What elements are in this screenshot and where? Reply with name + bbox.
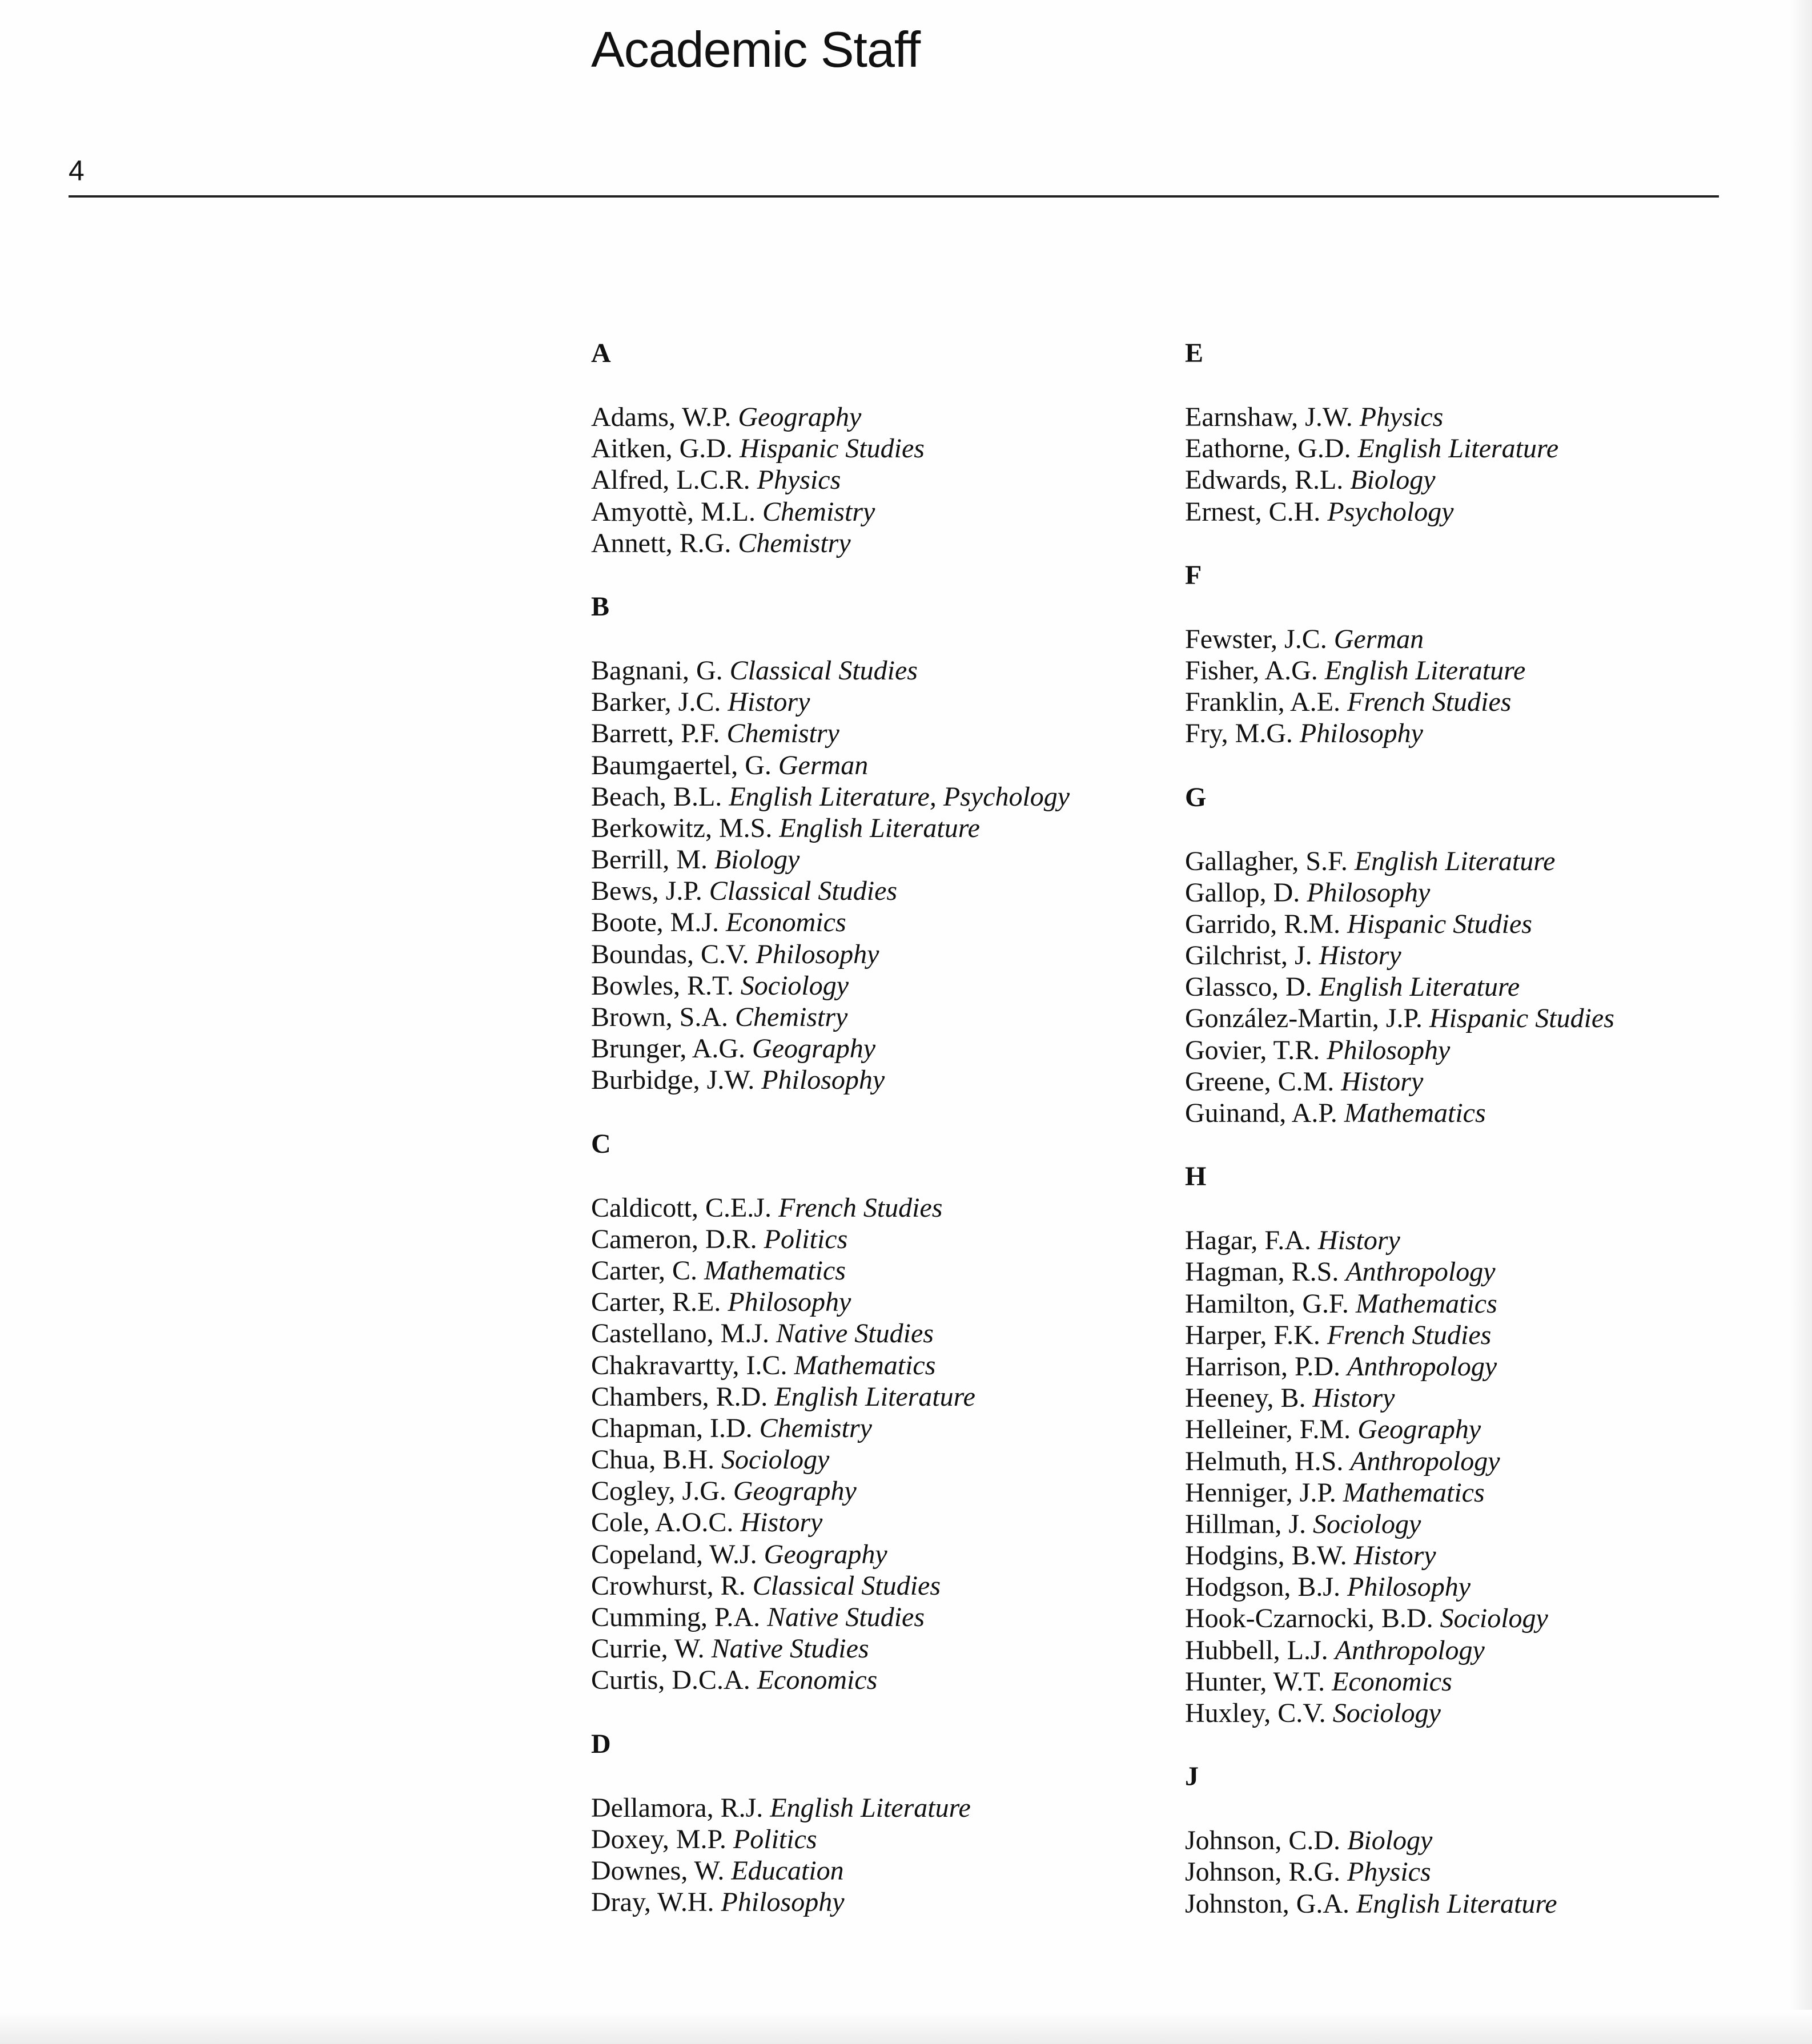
staff-entry [1185,401,1756,433]
staff-name: Hagar, F.A. [1185,1225,1311,1256]
staff-department: Anthropology [1335,1635,1485,1665]
staff-department: Mathematics [1343,1477,1485,1508]
staff-entry [591,1350,1162,1381]
staff-entry [591,1224,1162,1255]
staff-department: History [1341,1066,1424,1097]
staff-column-left [591,334,1162,1950]
staff-entry [1185,1603,1756,1634]
staff-entry [1185,496,1756,528]
section-letter: B [591,591,610,622]
staff-name: Bagnani, G. [591,655,723,686]
staff-entry [591,686,1162,718]
staff-department: Chemistry [726,718,839,749]
staff-entry [1185,433,1756,464]
staff-department: Classical Studies [729,655,918,686]
staff-name: Gilchrist, J. [1185,940,1312,971]
staff-entry [1185,1319,1756,1351]
staff-department: English Literature [774,1381,975,1412]
staff-entry [591,433,1162,464]
staff-name: Johnson, R.G. [1185,1857,1341,1888]
staff-entry [591,1507,1162,1538]
staff-department: Native Studies [767,1602,925,1632]
staff-entry [591,1824,1162,1855]
staff-entry [1185,718,1756,749]
section-letter: F [1185,560,1202,590]
staff-name: Boundas, C.V. [591,939,749,969]
staff-entry [591,750,1162,781]
staff-entry [1185,1635,1756,1666]
staff-entry [591,528,1162,559]
staff-name: Hunter, W.T. [1185,1666,1325,1697]
staff-name: Bews, J.P. [591,876,702,907]
section-b [591,591,1162,1096]
staff-entry [1185,1697,1756,1729]
page-edge-shadow [1787,0,1812,2044]
staff-name: Bowles, R.T. [591,970,734,1001]
staff-entry [1185,1288,1756,1319]
staff-name: Harrison, P.D. [1185,1351,1340,1382]
staff-name: Boote, M.J. [591,907,720,938]
staff-entry [1185,1382,1756,1414]
staff-name: Brunger, A.G. [591,1033,746,1064]
staff-entry [591,1286,1162,1318]
staff-name: Fisher, A.G. [1185,655,1318,686]
staff-name: Franklin, A.E. [1185,687,1340,718]
staff-name: Barker, J.C. [591,687,721,718]
staff-name: Amyottè, M.L. [591,496,756,527]
staff-column-right [1185,334,1756,1952]
staff-name: Hook-Czarnocki, B.D. [1185,1603,1433,1634]
staff-department: Geography [733,1476,857,1507]
staff-name: Burbidge, J.W. [591,1065,755,1096]
staff-entry [1185,1825,1756,1856]
staff-name: Fewster, J.C. [1185,623,1327,654]
staff-name: Chakravartty, I.C. [591,1350,788,1381]
staff-name: Doxey, M.P. [591,1824,726,1854]
staff-name: Downes, W. [591,1855,725,1886]
staff-entry [591,496,1162,528]
staff-department: French Studies [778,1192,943,1223]
section-letter: A [591,338,611,368]
staff-name: Aitken, G.D. [591,433,733,464]
staff-entry [1185,846,1756,877]
staff-department: English Literature [1357,433,1559,464]
staff-entry [1185,1856,1756,1888]
staff-entry [591,718,1162,749]
staff-entry [1185,1097,1756,1129]
staff-department: Sociology [740,970,849,1001]
page-number: 4 [69,155,85,187]
staff-name: Govier, T.R. [1185,1035,1320,1065]
section-g [1185,782,1756,1129]
staff-department: Philosophy [728,1287,851,1318]
staff-entry [591,1001,1162,1033]
staff-name: Glassco, D. [1185,972,1312,1003]
staff-name: Henniger, J.P. [1185,1477,1336,1508]
staff-name: Chapman, I.D. [591,1413,753,1443]
staff-entry [1185,1477,1756,1508]
staff-department: Anthropology [1347,1351,1497,1382]
staff-name: Brown, S.A. [591,1002,729,1032]
staff-department: Biology [714,844,800,875]
staff-entry [1185,686,1756,718]
staff-department: English Literature, Psychology [729,781,1070,812]
staff-entry [1185,1351,1756,1382]
staff-department: Philosophy [1299,718,1423,749]
staff-entry [591,781,1162,812]
section-e [1185,337,1756,528]
staff-name: Copeland, W.J. [591,1539,757,1570]
staff-department: Economics [726,907,846,938]
staff-name: Crowhurst, R. [591,1570,746,1601]
staff-name: Helleiner, F.M. [1185,1414,1351,1445]
staff-department: Hispanic Studies [1347,908,1532,939]
staff-entry [1185,655,1756,686]
staff-entry [1185,1571,1756,1603]
section-a [591,337,1162,559]
staff-department: History [1319,940,1401,971]
staff-department: Hispanic Studies [1429,1003,1614,1034]
staff-department: English Literature [770,1792,971,1823]
staff-entry [591,1886,1162,1918]
staff-name: Dray, W.H. [591,1887,714,1918]
staff-entry [591,970,1162,1001]
staff-name: Dellamora, R.J. [591,1792,764,1823]
staff-entry [1185,971,1756,1003]
staff-department: Classical Studies [709,876,898,907]
staff-entry [1185,908,1756,940]
section-letter: D [591,1728,611,1759]
staff-entry [1185,1446,1756,1477]
staff-name: Helmuth, H.S. [1185,1446,1344,1476]
staff-entry [591,907,1162,938]
staff-department: English Literature [1356,1888,1557,1919]
staff-department: Physics [1359,402,1444,432]
staff-department: Chemistry [762,496,875,527]
section-letter: C [591,1128,611,1159]
section-j [1185,1761,1756,1920]
staff-department: Physics [1347,1857,1431,1888]
header-rule [69,195,1719,198]
staff-department: Chemistry [738,528,851,558]
section-c [591,1128,1162,1696]
staff-name: Caldicott, C.E.J. [591,1192,772,1223]
staff-department: Mathematics [1355,1288,1497,1319]
section-f [1185,560,1756,750]
staff-department: English Literature [1324,655,1526,686]
staff-name: Chambers, R.D. [591,1381,768,1412]
staff-department: Geography [752,1033,875,1064]
staff-department: Sociology [1332,1698,1441,1728]
staff-department: Geography [738,402,862,432]
staff-entry [591,1539,1162,1570]
staff-name: Castellano, M.J. [591,1318,769,1349]
staff-department: Sociology [1313,1508,1421,1539]
staff-name: Earnshaw, J.W. [1185,402,1353,432]
staff-name: Currie, W. [591,1633,705,1664]
staff-name: Hodgins, B.W. [1185,1540,1347,1571]
staff-department: English Literature [779,812,980,843]
staff-entry [1185,1888,1756,1920]
staff-name: Johnson, C.D. [1185,1825,1341,1856]
staff-department: Classical Studies [752,1570,941,1601]
staff-name: Hodgson, B.J. [1185,1572,1341,1603]
staff-department: History [1317,1225,1400,1256]
section-letter: J [1185,1761,1199,1792]
staff-department: Politics [733,1824,817,1854]
page-bottom-shadow [0,2010,1812,2044]
staff-department: History [740,1507,823,1538]
staff-entry [591,812,1162,844]
staff-entry [591,1475,1162,1507]
staff-department: Anthropology [1350,1446,1500,1476]
staff-entry [591,1064,1162,1096]
staff-name: González-Martin, J.P. [1185,1003,1423,1034]
staff-department: English Literature [1319,972,1520,1003]
staff-name: Ernest, C.H. [1185,496,1321,527]
staff-entry [591,1664,1162,1696]
staff-entry [1185,1225,1756,1256]
staff-department: Biology [1350,465,1436,496]
staff-name: Barrett, P.F. [591,718,720,749]
staff-department: Mathematics [1344,1098,1486,1128]
staff-name: Hagman, R.S. [1185,1257,1339,1287]
staff-department: Geography [1357,1414,1481,1445]
staff-department: French Studies [1347,687,1512,718]
staff-entry [1185,1035,1756,1066]
staff-department: Philosophy [1327,1035,1451,1065]
staff-name: Beach, B.L. [591,781,722,812]
staff-department: Philosophy [756,939,879,969]
staff-entry [1185,1003,1756,1034]
staff-name: Cumming, P.A. [591,1602,761,1632]
section-letter: H [1185,1161,1207,1192]
staff-entry [1185,940,1756,971]
staff-name: Hubbell, L.J. [1185,1635,1328,1665]
staff-name: Cameron, D.R. [591,1224,757,1254]
staff-entry [1185,1508,1756,1540]
staff-name: Gallop, D. [1185,877,1300,908]
staff-entry [591,1444,1162,1475]
staff-entry [591,1413,1162,1444]
staff-entry [1185,877,1756,908]
staff-department: French Studies [1327,1319,1492,1350]
staff-department: English Literature [1354,846,1556,876]
staff-name: Hillman, J. [1185,1508,1306,1539]
staff-name: Guinand, A.P. [1185,1098,1337,1128]
staff-name: Gallagher, S.F. [1185,846,1348,876]
staff-entry [591,1318,1162,1349]
staff-name: Fry, M.G. [1185,718,1293,749]
section-letter: G [1185,782,1207,812]
staff-entry [1185,623,1756,655]
staff-department: Psychology [1327,496,1454,527]
staff-name: Hamilton, G.F. [1185,1288,1349,1319]
staff-department: Native Studies [711,1633,869,1664]
staff-entry [591,939,1162,970]
staff-department: History [1312,1383,1395,1414]
staff-entry [1185,1256,1756,1287]
staff-entry [1185,1666,1756,1697]
staff-department: Chemistry [735,1002,848,1032]
staff-department: Native Studies [776,1318,934,1349]
staff-department: Mathematics [704,1255,846,1286]
staff-department: Geography [764,1539,887,1570]
staff-name: Adams, W.P. [591,402,732,432]
staff-department: Chemistry [759,1413,872,1443]
staff-name: Annett, R.G. [591,528,732,558]
staff-name: Curtis, D.C.A. [591,1665,750,1696]
staff-department: Philosophy [1347,1572,1471,1603]
staff-name: Berrill, M. [591,844,708,875]
section-h [1185,1161,1756,1729]
staff-name: Huxley, C.V. [1185,1698,1326,1728]
staff-name: Carter, R.E. [591,1287,721,1318]
staff-entry [591,875,1162,907]
staff-entry [1185,1414,1756,1445]
staff-entry [591,401,1162,433]
staff-department: Philosophy [1307,877,1431,908]
staff-department: History [728,687,810,718]
staff-department: Politics [764,1224,848,1254]
staff-entry [1185,1066,1756,1097]
staff-entry [591,1602,1162,1633]
staff-entry [591,464,1162,496]
staff-department: Education [731,1855,844,1886]
staff-department: Philosophy [721,1887,845,1918]
staff-name: Chua, B.H. [591,1445,714,1475]
staff-name: Garrido, R.M. [1185,908,1340,939]
staff-entry [591,1633,1162,1664]
staff-entry [591,655,1162,686]
staff-department: Hispanic Studies [739,433,925,464]
section-d [591,1728,1162,1918]
staff-entry [1185,464,1756,496]
staff-entry [591,844,1162,875]
staff-name: Heeney, B. [1185,1383,1306,1414]
staff-department: Biology [1347,1825,1433,1856]
staff-department: History [1353,1540,1436,1571]
staff-name: Eathorne, G.D. [1185,433,1351,464]
staff-entry [591,1192,1162,1224]
staff-department: Philosophy [761,1065,885,1096]
staff-name: Cole, A.O.C. [591,1507,734,1538]
section-letter: E [1185,338,1204,368]
staff-name: Carter, C. [591,1255,698,1286]
staff-entry [1185,1540,1756,1571]
staff-name: Edwards, R.L. [1185,465,1344,496]
staff-department: Anthropology [1345,1257,1496,1287]
staff-department: Sociology [721,1445,830,1475]
staff-entry [591,1570,1162,1602]
staff-entry [591,1033,1162,1064]
staff-department: Economics [1332,1666,1452,1697]
staff-name: Greene, C.M. [1185,1066,1335,1097]
staff-department: German [778,750,869,780]
staff-entry [591,1381,1162,1413]
staff-name: Berkowitz, M.S. [591,812,773,843]
staff-department: Mathematics [794,1350,936,1381]
staff-entry [591,1255,1162,1286]
staff-name: Harper, F.K. [1185,1319,1320,1350]
staff-name: Alfred, L.C.R. [591,465,750,496]
staff-department: German [1333,623,1424,654]
staff-entry [591,1855,1162,1886]
staff-name: Baumgaertel, G. [591,750,772,780]
staff-department: Sociology [1440,1603,1548,1634]
page-title: Academic Staff [591,21,921,78]
staff-department: Physics [757,465,841,496]
staff-department: Economics [757,1665,878,1696]
staff-name: Cogley, J.G. [591,1476,726,1507]
staff-entry [591,1792,1162,1824]
staff-name: Johnston, G.A. [1185,1888,1350,1919]
